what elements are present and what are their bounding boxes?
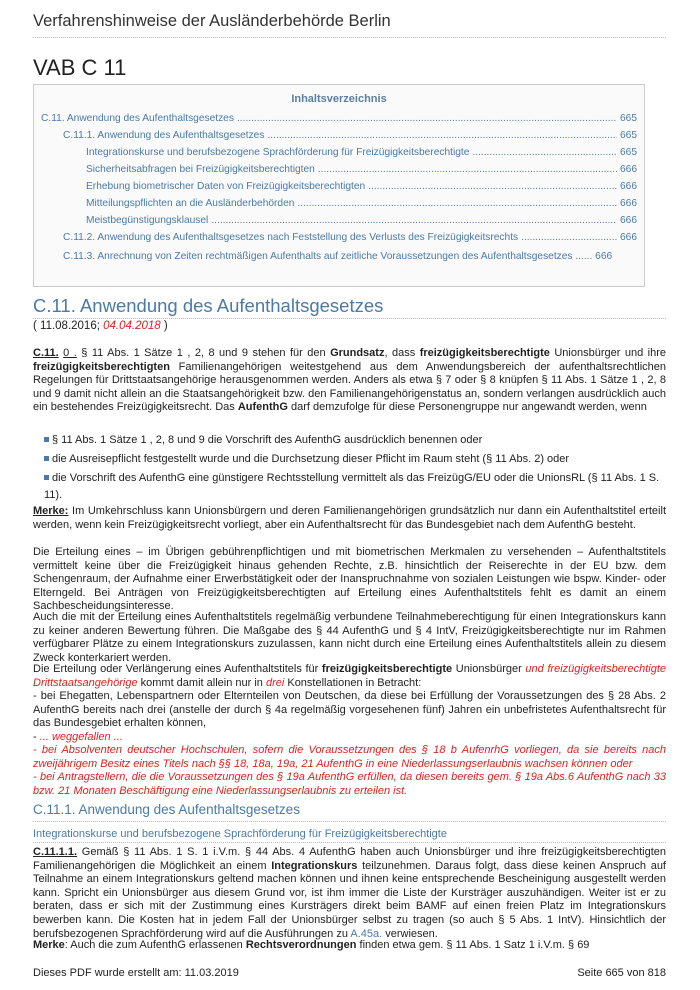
toc-entry-label: Meistbegünstigungsklausel (86, 215, 209, 226)
toc-leader-dots (267, 130, 617, 141)
paragraph-verlaengerung (33, 663, 666, 690)
toc-entry[interactable] (86, 164, 637, 175)
toc-entry[interactable] (86, 198, 637, 209)
text: finden etwa gem. § 11 Abs. 1 Satz 1 i.V.m. § 69 (356, 939, 590, 951)
toc-leader-dots (318, 164, 617, 175)
line-antragsteller: - bei Antragstellern, die die Voraussetzungen des § 19a AufenthG erfüllen, da diesen bereits gem. § 19a Abs.6 AufenthG nach 33 bzw. 21 Monaten Beschäftigung eine Niederlassungserlaubnis zu erteilen ist. (33, 771, 666, 797)
list-item (44, 432, 666, 449)
toc-leader-dots (368, 181, 617, 192)
removed-text: ... weggefallen ... (39, 731, 123, 743)
bullet-icon (44, 437, 49, 442)
text: : Auch die zum AufenthG erlassenen (64, 939, 246, 951)
toc-entry[interactable] (86, 181, 637, 192)
paragraph-ref: C.11. (33, 347, 59, 359)
text: Gemäß § 11 Abs. 1 S. 1 i.V.m. § 44 Abs. 4 AufenthG haben auch Unionsbürger und ihre freizügigkeitsberechtigten Familienangehörigen die Möglichkeit an einem (33, 846, 666, 872)
toc-leader-dots (237, 113, 617, 124)
merke-label: Merke (33, 939, 65, 951)
bold-text: freizügigkeitsberechtigte (419, 347, 550, 359)
list-item (44, 451, 666, 468)
dash: - (33, 731, 40, 743)
line-weggefallen (33, 731, 666, 745)
toc-entry-page: 666 (620, 164, 637, 175)
date-open: ( 11.08.2016; (33, 320, 104, 332)
text: § 11 Abs. 1 Sätze 1 , 2, 8 und 9 stehen für den (76, 347, 331, 359)
toc-entry-label: C.11. Anwendung des Aufenthaltsgesetzes (41, 113, 234, 124)
amended-text: drei (265, 676, 285, 689)
list-item (44, 470, 666, 504)
toc-entry[interactable] (86, 147, 637, 158)
bold-text: AufenthG (237, 401, 288, 414)
toc-entry[interactable] (41, 113, 637, 124)
crossref-link[interactable]: A.45a. (350, 927, 383, 940)
merke-paragraph (33, 939, 666, 953)
toc-entry-page: 666 (620, 181, 637, 192)
paragraph-c11-0 (33, 347, 666, 415)
toc-entry-page: 666 (620, 198, 637, 209)
table-of-contents (33, 84, 645, 287)
paragraph-ref-number: 0 . (63, 347, 77, 359)
document-title: VAB C 11 (33, 55, 127, 80)
toc-entry-page: 666 (620, 232, 637, 243)
toc-entry-label: Erhebung biometrischer Daten von Freizügigkeitsberechtigten (86, 181, 366, 192)
toc-leader-dots (472, 147, 617, 158)
toc-entry-page: 665 (620, 147, 637, 158)
toc-entry-page: 666 (620, 215, 637, 226)
toc-entry-label: C.11.3. Anrechnung von Zeiten rechtmäßigen Aufenthalts auf zeitliche Voraussetzungen des Aufenthaltsgesetzes (63, 251, 573, 262)
toc-leader-dots (211, 215, 617, 226)
paragraph-erteilung: Die Erteilung eines – im Übrigen gebührenpflichtigen und mit biometrischen Merkmalen zu versehenden – Aufenthaltstitels vermittelt keine über die Freizügigkeit hinaus gehenden Rechte, z.B. hinsichtlich der Reiserechte in der EU bzw. dem Schengenraum, der Aufnahme einer Erwerbstätigkeit oder der Inanspruchnahme von sozialen Leistungen wie bspw. Kinder- oder Elterngeld. Bei Anträgen von Freizügigkeitsberechtigten auf Erteilung eines Aufenthaltstitels fehlt es damit an einem Sachbescheidungsinteresse. (33, 546, 666, 613)
section-divider (33, 318, 666, 319)
subsection-title: C.11.1. Anwendung des Aufenthaltsgesetzes (33, 802, 300, 817)
text: darf demzufolge für diese Personengruppe nur angewandt werden, wenn (287, 401, 647, 414)
toc-entry-label: Mitteilungspflichten an die Ausländerbehörden (86, 198, 295, 209)
line-absolventen: - bei Absolventen deutscher Hochschulen, sofern die Voraussetzungen des § 18 b AufenrhG vorliegen, da sie bereits nach zweijährigem Besitz eines Titels nach §§ 18, 18a, 19a, 21 AufenthG in eine Niederlassungserlaubnis wachsen können oder (33, 744, 666, 770)
text: kommt damit allein nur in (137, 676, 266, 689)
text: verwiesen. (382, 927, 438, 940)
toc-entry-page: 665 (620, 130, 637, 141)
list-item-text: die Vorschrift des AufenthG eine günstigere Rechtsstellung vermittelt als das FreizügG/EU oder die UnionsRL (§ 11 Abs. 1 S. 11). (44, 472, 660, 501)
header-divider (33, 37, 666, 38)
bold-text: freizügigkeitsberechtigten (33, 360, 170, 373)
text: Familienangehörigen weitestgehend aus dem Anwendungsbereich der aufenthaltsrechtlichen Regelungen für Drittstaatsangehörige herausgenommen werden. Anders als etwa § 7 oder § 8 knüpfen § 11 Abs. 1 Sätze 1 , 2, 8 und 9 damit nicht allein an die Staatsangehörigkeit bzw. den Familienangehörigenstatus an, sondern verlangen ausdrücklich auch ein bestehendes Freizügigkeitsrecht. Das (33, 360, 666, 414)
toc-entry-label: C.11.2. Anwendung des Aufenthaltsgesetzes nach Feststellung des Verlusts des Freizügigkeitsrechts (63, 232, 519, 243)
paragraph-integrationskurs: Auch die mit der Erteilung eines Aufenthaltstitels regelmäßig verbundene Teilnahmeberechtigung für einen Integrationskurs kann zu keiner anderen Bewertung führen. Die Maßgabe des § 44 AufenthG und § 4 IntV, Freizügigkeitsberechtigte nur im Rahmen verfügbarer Plätze zu einem Integrationskurs zuzulassen, kann nicht durch eine Erteilung eines Aufenthaltstitels allein zu diesem Zweck konterkariert werden. (33, 611, 666, 664)
toc-entry-label: Sicherheitsabfragen bei Freizügigkeitsberechtigten (86, 164, 315, 175)
toc-entry-page: 666 (595, 251, 613, 262)
merke-paragraph (33, 505, 666, 532)
toc-entry-label: Integrationskurse und berufsbezogene Sprachförderung für Freizügigkeitsberechtigte (86, 147, 470, 158)
toc-entry[interactable] (63, 130, 637, 141)
bullet-icon (44, 475, 49, 480)
toc-entry[interactable] (86, 215, 637, 226)
section-title: C.11. Anwendung des Aufenthaltsgesetzes (33, 295, 384, 316)
footer-created-date: Dieses PDF wurde erstellt am: 11.03.2019 (33, 967, 239, 979)
text: Konstellationen in Betracht: (284, 676, 422, 689)
toc-leader-dots (521, 232, 617, 243)
line-ehegatten: - bei Ehegatten, Lebenspartnern oder Elternteilen von Deutschen, da diese bei Erfüllung der Voraussetzungen des § 28 Abs. 2 AufenthG bereits nach drei (anstelle der durch § 4a regelmäßig vorgesehenen fünf) Jahren ein unbefristetes Aufenthaltsrecht für das Bundesgebiet erhalten können, (33, 690, 666, 730)
toc-entry-page: 665 (620, 113, 637, 124)
bullet-icon (44, 456, 49, 461)
bold-text: Rechtsverordnungen (245, 939, 357, 951)
amended-text: und freizügigkeitsberechtigte Drittstaatsangehörige (33, 663, 667, 689)
text: Unionsbürger (452, 663, 526, 675)
list-item-text: die Ausreisepflicht festgestellt wurde und die Durchsetzung dieser Pflicht im Raum steht (§ 11 Abs. 2) oder (52, 453, 570, 465)
merke-label: Merke: (33, 505, 69, 517)
section-date (33, 320, 168, 332)
text: Im Umkehrschluss kann Unionsbürgern und deren Familienangehörigen grundsätzlich nur dann ein Aufenthaltstitel erteilt werden, wenn kein Freizügigkeitsrecht vorliegt, aber ein Aufenthaltsrecht für das Bundesgebiet nach dem AufenthG besteht. (33, 505, 666, 531)
toc-heading: Inhaltsverzeichnis (291, 93, 387, 105)
subheading-integrationskurse: Integrationskurse und berufsbezogene Sprachförderung für Freizügigkeitsberechtigte (33, 828, 447, 840)
bold-text: freizügigkeitsberechtigte (321, 663, 453, 675)
footer-page-number: Seite 665 von 818 (577, 967, 666, 979)
date-close: ) (160, 320, 168, 332)
subheading-divider (33, 842, 666, 843)
date-updated: 04.04.2018 (103, 320, 161, 332)
text: teilzunehmen. Daraus folgt, dass diese keinen Anspruch auf Teilnahme an einem Integrationskurs geltend machen können und ihnen keine entsprechende Bescheinigung ausgestellt werden kann. Spricht ein Unionsbürger aus diesem Grund vor, ist ihm immer die Liste der Kursträger auszuhändigen. Weiter ist er zu beraten, dass er sich mit der Zustimmung eines Kursträgers direkt beim BAMF auf einen freien Platz im Integrationskurs bewerben kann. Die Kosten hat in jedem Fall der Unionsbürger selbst zu tragen (so auch § 5 Abs. 1 IntV). Hinsichtlich der berufsbezogenen Sprachförderung wird auf die Ausführungen zu (33, 859, 666, 940)
toc-entry[interactable] (63, 232, 637, 243)
text: Unionsbürger und ihre (549, 347, 667, 359)
bold-text: Grundsatz (330, 347, 385, 359)
text: , dass (384, 347, 420, 359)
toc-entry[interactable]: C.11.3. Anrechnung von Zeiten rechtmäßigen Aufenthalts auf zeitliche Voraussetzungen des Aufenthaltsgesetzes ...... 666 (63, 251, 613, 262)
list-item-text: § 11 Abs. 1 Sätze 1 , 2, 8 und 9 die Vorschrift des AufenthG ausdrücklich benennen oder (52, 434, 483, 446)
toc-entry-label: C.11.1. Anwendung des Aufenthaltsgesetzes (63, 130, 265, 141)
toc-leader-dots (297, 198, 617, 209)
header-title: Verfahrenshinweise der Ausländerbehörde Berlin (33, 12, 391, 30)
paragraph-ref: C.11.1.1. (33, 846, 78, 858)
text: Die Erteilung oder Verlängerung eines Aufenthaltstitels für (33, 663, 322, 675)
paragraph-c11-1-1 (33, 846, 666, 941)
subsection-divider (33, 821, 666, 822)
bold-text: Integrationskurs (271, 859, 358, 872)
